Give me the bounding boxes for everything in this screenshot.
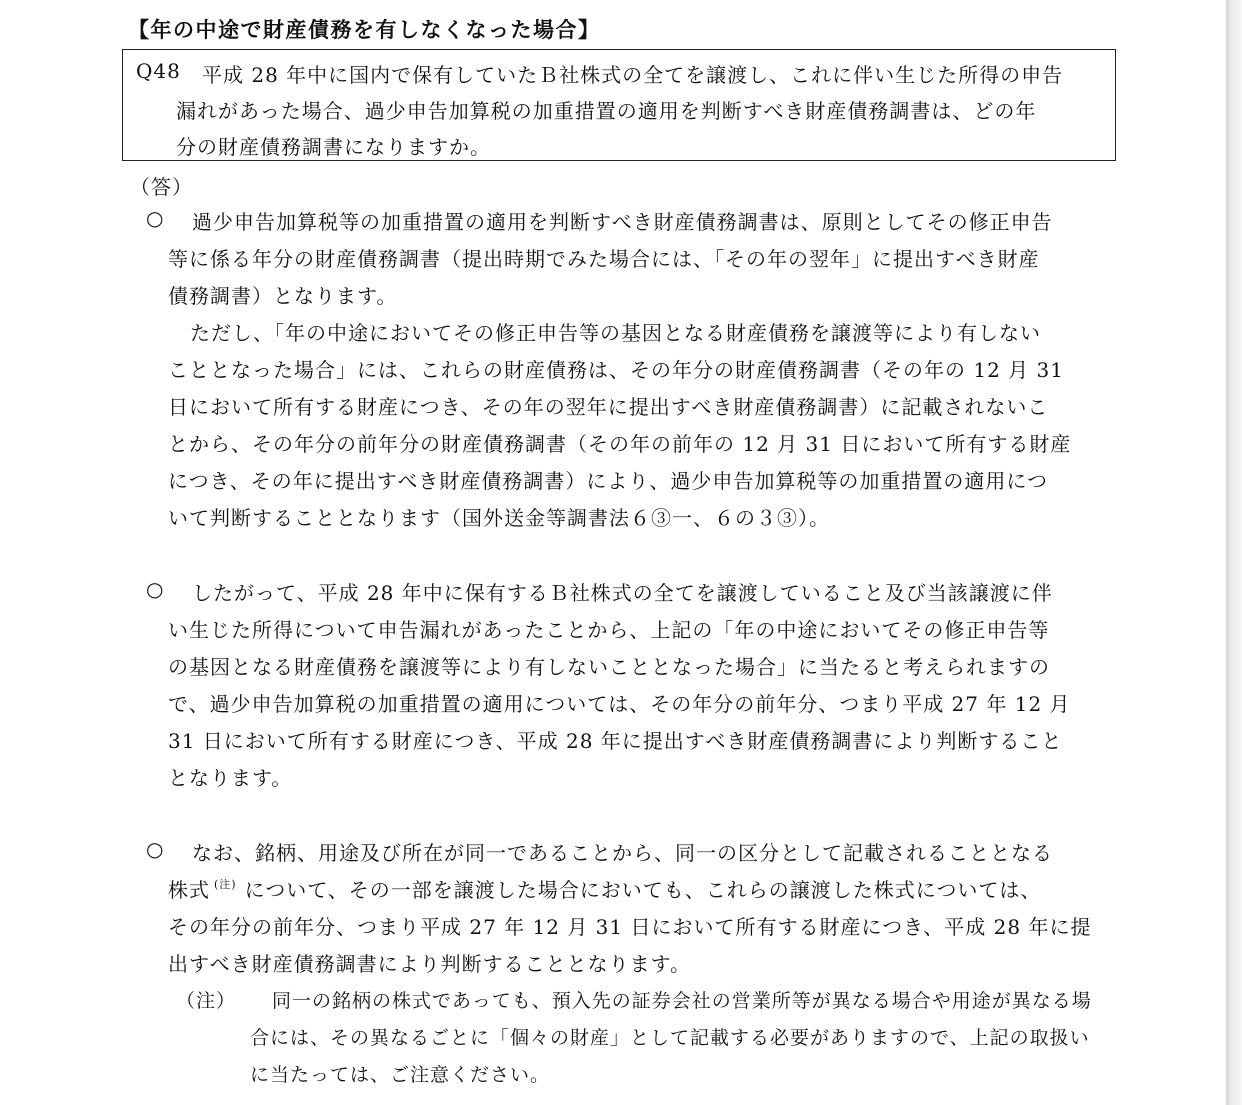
paragraph-line: したがって、平成 28 年中に保有するＢ社株式の全てを譲渡していること及び当該譲渡に伴 <box>192 581 1053 605</box>
stock-word: 株式 <box>168 878 210 902</box>
paragraph-line: ただし、「年の中途においてその修正申告等の基因となる財産債務を譲渡等により有しない <box>190 321 1041 345</box>
paragraph-line: の基因となる財産債務を譲渡等により有しないこととなった場合」に当たると考えられますの <box>168 655 1050 679</box>
note-line: 同一の銘柄の株式であっても、預入先の証券会社の営業所等が異なる場合や用途が異なる場 <box>272 990 1092 1012</box>
bullet-circle: ○ <box>146 206 165 230</box>
paragraph-line: となります。 <box>168 766 293 790</box>
note-label: （注） <box>176 990 237 1012</box>
note-line: に当たっては、ご注意ください。 <box>250 1064 551 1086</box>
paragraph-line: 等に係る年分の財産債務調書（提出時期でみた場合には、「その年の翌年」に提出すべき財産 <box>168 247 1040 271</box>
paragraph-line: なお、銘柄、用途及び所在が同一であることから、同一の区分として記載されることとなる <box>192 841 1053 865</box>
paragraph-line <box>168 874 1041 903</box>
note-line: 合には、その異なるごとに「個々の財産」として記載する必要がありますので、上記の取扱い <box>250 1027 1090 1049</box>
question-line: 漏れがあった場合、過少申告加算税の加重措置の適用を判断すべき財産債務調書は、どの年 <box>176 99 1037 123</box>
bullet-circle: ○ <box>146 837 165 861</box>
note-reference: (注) <box>214 878 237 891</box>
question-line: 平成 28 年中に国内で保有していたＢ社株式の全てを譲渡し、これに伴い生じた所得の申告 <box>202 63 1064 87</box>
paragraph-line: につき、その年に提出すべき財産債務調書）により、過少申告加算税等の加重措置の適用につ <box>168 469 1048 493</box>
paragraph-line-rest: について、その一部を譲渡した場合においても、これらの譲渡した株式については、 <box>244 878 1042 902</box>
paragraph-line: 出すべき財産債務調書により判断することとなります。 <box>168 952 691 976</box>
paragraph-line: とから、その年分の前年分の財産債務調書（その年の前年の 12 月 31 日において所有する財産 <box>168 432 1072 456</box>
paragraph-line: 日において所有する財産につき、その年の翌年に提出すべき財産債務調書）に記載されないこ <box>168 395 1049 419</box>
paragraph-line: こととなった場合」には、これらの財産債務は、その年分の財産債務調書（その年の 12 月 31 <box>168 358 1064 382</box>
paragraph-line: で、過少申告加算税の加重措置の適用については、その年分の前年分、つまり平成 27 年 12 月 <box>168 692 1071 716</box>
section-heading: 【年の中途で財産債務を有しなくなった場合】 <box>128 18 601 42</box>
paragraph-line: いて判断することとなります（国外送金等調書法６③一、６の３③）。 <box>168 506 830 530</box>
page-edge-shadow <box>1226 0 1242 1105</box>
paragraph-line: 債務調書）となります。 <box>168 284 398 308</box>
question-number: Q48 <box>136 59 181 83</box>
question-line: 分の財産債務調書になりますか。 <box>176 135 491 159</box>
paragraph-line: その年分の前年分、つまり平成 27 年 12 月 31 日において所有する財産につき、平成 28 年に提 <box>168 915 1092 939</box>
paragraph-line: い生じた所得について申告漏れがあったことから、上記の「年の中途においてその修正申告等 <box>168 618 1050 642</box>
paragraph-line: 31 日において所有する財産につき、平成 28 年に提出すべき財産債務調書により判断すること <box>168 729 1063 753</box>
paragraph-line: 過少申告加算税等の加重措置の適用を判断すべき財産債務調書は、原則としてその修正申告 <box>192 210 1053 234</box>
bullet-circle: ○ <box>146 577 165 601</box>
answer-label: （答） <box>130 175 193 199</box>
